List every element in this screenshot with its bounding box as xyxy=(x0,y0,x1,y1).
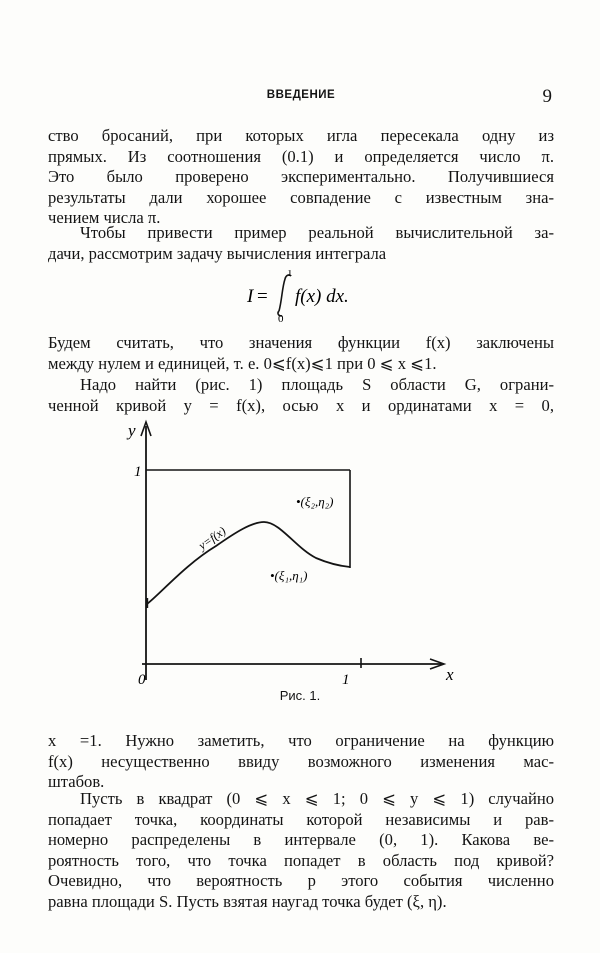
text-line: f(x) несущественно ввиду возможного изменения мас- xyxy=(48,751,554,771)
y-axis-label: y xyxy=(128,421,136,440)
paragraph-3 xyxy=(48,333,554,374)
x-tick-label: 1 xyxy=(342,672,350,688)
paragraph-1 xyxy=(48,126,554,229)
paragraph-6 xyxy=(48,789,554,912)
curve-label: y=f(x) xyxy=(195,523,229,553)
point-lower-label: •(ξ₁,η₁) xyxy=(270,568,308,583)
text-line: попадает точка, координаты которой независимы и рав- xyxy=(48,809,554,829)
integral-formula xyxy=(0,270,600,324)
text-line: ченной кривой y = f(x), осью x и ординатами x = 0, xyxy=(48,395,554,415)
page-header xyxy=(48,86,554,110)
paragraph-2 xyxy=(48,223,554,264)
text-line: Пусть в квадрат (0 ⩽ x ⩽ 1; 0 ⩽ y ⩽ 1) случайно xyxy=(80,789,554,808)
text-line: штабов. xyxy=(48,772,105,791)
point-upper-label: •(ξ₂,η₂) xyxy=(296,494,334,509)
figure-caption: Рис. 1. xyxy=(279,688,321,703)
text-line: Надо найти (рис. 1) площадь S области G, ограни- xyxy=(80,375,554,394)
formula-lhs: I xyxy=(247,286,254,307)
integral-sign xyxy=(278,275,291,316)
text-line: равна площади S. Пусть взятая наугад точка будет (ξ, η). xyxy=(48,891,447,911)
text-line: роятность того, что точка попадет в область под кривой? xyxy=(48,850,554,870)
text-line: Чтобы привести пример реальной вычислительной за- xyxy=(80,223,554,242)
page-number: 9 xyxy=(542,86,552,107)
text-line: Это было проверено экспериментально. Получившиеся xyxy=(48,167,554,186)
text-line: дачи, рассмотрим задачу вычисления интеграла xyxy=(48,243,387,263)
origin-label: 0 xyxy=(138,672,146,688)
text-line: чением числа π. xyxy=(48,208,161,227)
text-line: номерно распределены в интервале (0, 1). Какова ве- xyxy=(48,830,554,849)
formula-integrand: f(x) dx. xyxy=(295,286,349,307)
paragraph-5 xyxy=(48,731,554,793)
text-line: Очевидно, что вероятность p этого события численно xyxy=(48,871,554,890)
text-line: прямых. Из соотношения (0.1) и определяется число π. xyxy=(48,146,554,166)
integral-upper-limit: 1 xyxy=(287,270,293,279)
text-line: между нулем и единицей, т. е. 0⩽f(x)⩽1 при 0 ⩽ x ⩽1. xyxy=(48,353,437,373)
paragraph-4 xyxy=(48,375,554,416)
integral-lower-limit: 0 xyxy=(278,313,284,324)
curve-f-x xyxy=(147,522,350,604)
text-line: x =1. Нужно заметить, что ограничение на функцию xyxy=(48,731,554,750)
text-line: ство бросаний, при которых игла пересекала одну из xyxy=(48,126,554,145)
figure-1 xyxy=(120,418,470,693)
running-title: ВВЕДЕНИЕ xyxy=(266,89,336,101)
formula-equals: = xyxy=(257,286,268,307)
x-axis-label: x xyxy=(446,665,454,684)
text-line: результаты дали хорошее совпадение с известным зна- xyxy=(48,187,554,207)
text-line: Будем считать, что значения функции f(x) заключены xyxy=(48,333,554,352)
y-tick-label: 1 xyxy=(134,464,142,480)
